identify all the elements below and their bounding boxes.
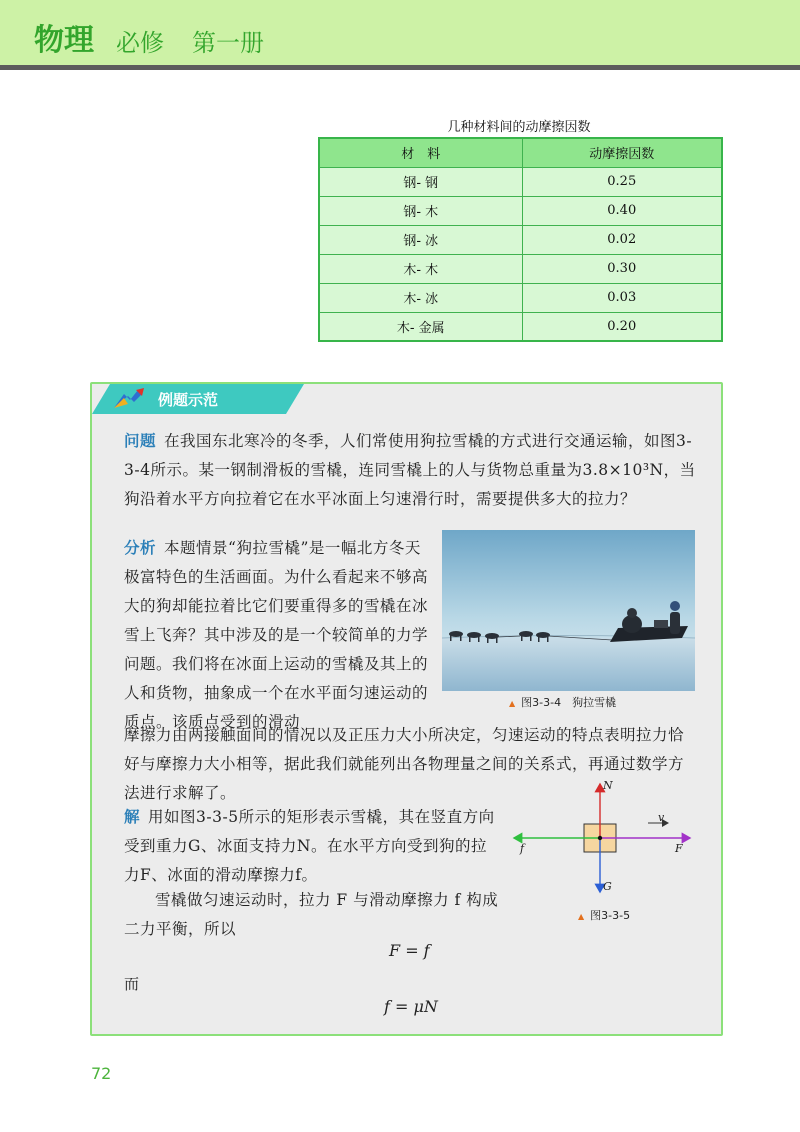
value-cell: 0.30 <box>522 254 722 283</box>
analysis-label: 分析 <box>124 539 157 557</box>
header-volume: 第一册 <box>192 29 264 57</box>
value-cell: 0.03 <box>522 283 722 312</box>
analysis-paragraph <box>124 534 436 737</box>
fig1-caption-text: 图3-3-4 狗拉雪橇 <box>521 696 617 709</box>
velocity-label-v: v <box>658 811 665 824</box>
fig2-caption-text: 图3-3-5 <box>590 909 631 922</box>
arrow-logo-icon <box>112 386 146 412</box>
force-label-N: N <box>603 779 613 792</box>
solution-paragraph-2: 雪橇做匀速运动时，拉力 F 与滑动摩擦力 f 构成二力平衡，所以 <box>124 891 499 938</box>
question-label: 问题 <box>124 432 157 450</box>
analysis-paragraph-2: 摩擦力由两接触面间的情况以及正压力大小所决定，匀速运动的特点表明拉力恰好与摩擦力大小相等，据此我们就能列出各物理量之间的关系式，再通过数学方法进行求解了。 <box>124 726 685 802</box>
material-cell: 木- 木 <box>319 254 522 283</box>
col-coefficient: 动摩擦因数 <box>522 138 722 167</box>
solution-label: 解 <box>124 808 141 826</box>
question-weight: 3.8×10³N <box>582 461 664 479</box>
material-cell: 钢- 冰 <box>319 225 522 254</box>
caption-marker-icon: ▲ <box>578 912 585 921</box>
material-cell: 木- 冰 <box>319 283 522 312</box>
header-subject: 物理 <box>34 23 94 58</box>
analysis-text-1: 本题情景“狗拉雪橇”是一幅北方冬天极富特色的生活画面。为什么看起来不够高大的狗却能拉着比它们要重得多的雪橇在冰雪上飞奔？其中涉及的是一个较简单的力学问题。我们将在冰面上运动的雪橇及其上的人和货物，抽象成一个在水平面匀速运动的质点。该质点受到的滑动 <box>124 539 429 731</box>
table-row <box>319 196 722 225</box>
friction-table <box>318 137 723 342</box>
table-caption: 几种材料间的动摩擦因数 <box>447 120 591 135</box>
col-material: 材 料 <box>319 138 522 167</box>
caption-marker-icon: ▲ <box>509 699 516 708</box>
table-row <box>319 254 722 283</box>
force-label-F: F <box>675 842 683 855</box>
equation-1: F = f <box>389 941 430 960</box>
material-cell: 木- 金属 <box>319 312 522 341</box>
value-cell: 0.25 <box>522 167 722 196</box>
and-word: 而 <box>124 975 140 993</box>
page-number: 72 <box>91 1064 112 1083</box>
example-tab-title: 例题示范 <box>158 391 219 409</box>
fig2-caption <box>578 907 630 923</box>
dog-sled-photo <box>442 530 695 691</box>
force-label-f: f <box>520 842 525 855</box>
question-text-2: ，当狗沿着水平方向拉着它在水平冰面上匀速滑行时，需要提供多大的拉力？ <box>124 461 696 508</box>
header-required: 必修 <box>116 29 164 57</box>
page-header <box>0 0 800 70</box>
fig1-caption <box>509 694 616 710</box>
table-row <box>319 167 722 196</box>
value-cell: 0.02 <box>522 225 722 254</box>
table-header-row <box>319 138 722 167</box>
solution-text: 用如图3-3-5所示的矩形表示雪橇，其在竖直方向受到重力G、冰面支持力N。在水平方向受到狗的拉力F、冰面的滑动摩擦力f。 <box>124 808 495 884</box>
solution-paragraph <box>124 803 500 890</box>
table-row <box>319 312 722 341</box>
question-paragraph <box>124 427 696 514</box>
table-row <box>319 283 722 312</box>
material-cell: 钢- 钢 <box>319 167 522 196</box>
value-cell: 0.20 <box>522 312 722 341</box>
force-label-G: G <box>603 880 612 893</box>
equation-2: f = μN <box>384 997 438 1016</box>
question-text-1: 在我国东北寒冷的冬季，人们常使用狗拉雪橇的方式进行交通运输，如图3-3-4所示。某一钢制滑板的雪橇，连同雪橇上的人与货物总重量为 <box>124 432 693 479</box>
table-row <box>319 225 722 254</box>
material-cell: 钢- 木 <box>319 196 522 225</box>
value-cell: 0.40 <box>522 196 722 225</box>
